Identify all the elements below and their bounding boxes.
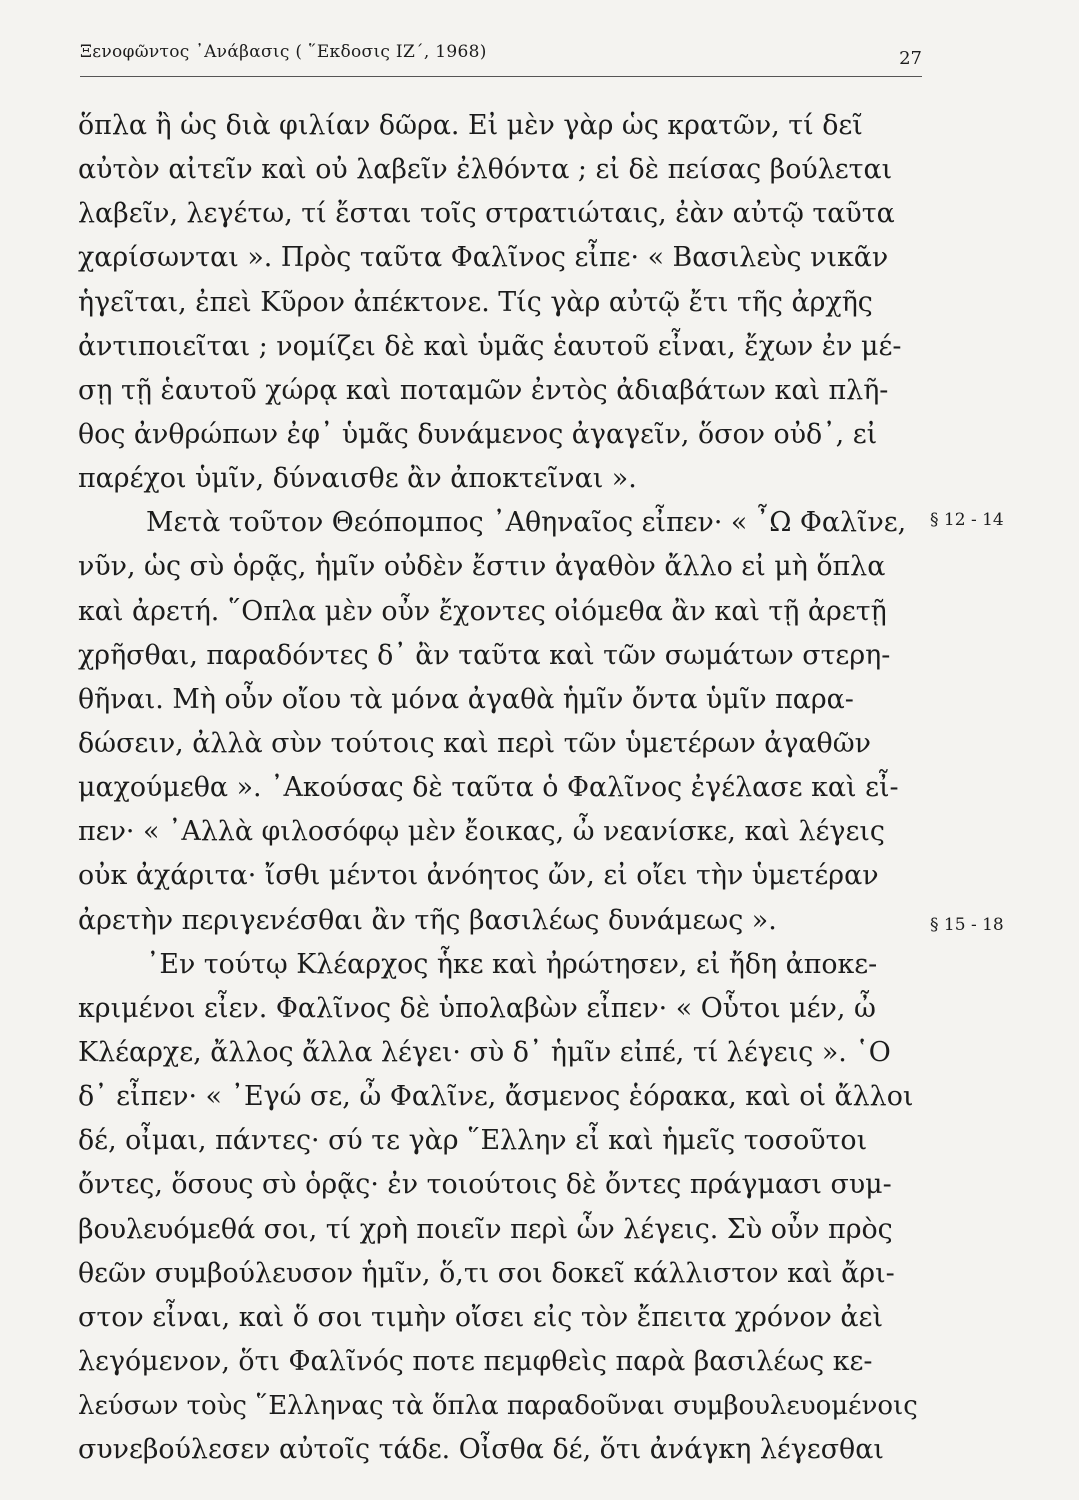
- text-line: θος ἀνθρώπων ἐφ᾿ ὑμᾶς δυνάμενος ἀγαγεῖν, ὅσον οὐδ᾿, εἰ: [78, 418, 878, 450]
- text-line: συνεβούλεσεν αὐτοῖς τάδε. Οἶσθα δέ, ὅτι ἀνάγκη λέγεσθαι: [78, 1434, 884, 1466]
- text-line: δ᾿ εἶπεν· « ᾿Εγώ σε, ὦ Φαλῖνε, ἄσμενος ἑόρακα, καὶ οἱ ἄλλοι: [78, 1081, 914, 1113]
- text-line: κριμένοι εἶεν. Φαλῖνος δὲ ὑπολαβὼν εἶπεν· « Οὗτοι μέν, ὦ: [78, 992, 876, 1024]
- running-header: [80, 40, 922, 77]
- text-line: καὶ ἀρετή. ῞Οπλα μὲν οὖν ἔχοντες οἰόμεθα ἂν καὶ τῇ ἀρετῇ: [78, 595, 887, 627]
- paragraph-start-line: Μετὰ τοῦτον Θεόπομπος ᾿Αθηναῖος εἶπεν· « ῏Ω Φαλῖνε,: [146, 507, 907, 539]
- text-line: στον εἶναι, καὶ ὅ σοι τιμὴν οἴσει εἰς τὸν ἔπειτα χρόνον ἀεὶ: [78, 1301, 884, 1333]
- header-title: Ξενοφῶντος ᾿Ανάβασις ( ῞Εκδοσις ΙΖ΄, 1968): [80, 42, 487, 62]
- text-line: σῃ τῇ ἑαυτοῦ χώρᾳ καὶ ποταμῶν ἐντὸς ἀδιαβάτων καὶ πλῆ-: [78, 374, 889, 406]
- text-line: ὄντες, ὅσους σὺ ὁρᾷς· ἐν τοιούτοις δὲ ὄντες πράγμασι συμ-: [78, 1169, 892, 1201]
- text-line: ἡγεῖται, ἐπεὶ Κῦρον ἀπέκτονε. Τίς γὰρ αὐτῷ ἔτι τῆς ἀρχῆς: [78, 286, 873, 318]
- text-line: χαρίσωνται ». Πρὸς ταῦτα Φαλῖνος εἶπε· « Βασιλεὺς νικᾶν: [78, 242, 889, 274]
- text-line: παρέχοι ὑμῖν, δύναισθε ἂν ἀποκτεῖναι ».: [78, 463, 637, 495]
- text-line: χρῆσθαι, παραδόντες δ᾿ ἂν ταῦτα καὶ τῶν σωμάτων στερη-: [78, 639, 891, 671]
- text-line: νῦν, ὡς σὺ ὁρᾷς, ἡμῖν οὐδὲν ἔστιν ἀγαθὸν ἄλλο εἰ μὴ ὅπλα: [78, 551, 886, 583]
- text-line: μαχούμεθα ». ᾿Ακούσας δὲ ταῦτα ὁ Φαλῖνος ἐγέλασε καὶ εἶ-: [78, 772, 899, 804]
- text-line: Κλέαρχε, ἄλλος ἄλλα λέγει· σὺ δ᾿ ἡμῖν εἰπέ, τί λέγεις ». ῾Ο: [78, 1036, 891, 1068]
- text-line: αὐτὸν αἰτεῖν καὶ οὐ λαβεῖν ἐλθόντα ; εἰ δὲ πείσας βούλεται: [78, 154, 893, 186]
- text-line: πεν· « ᾿Αλλὰ φιλοσόφῳ μὲν ἔοικας, ὦ νεανίσκε, καὶ λέγεις: [78, 816, 885, 848]
- margin-section-note: § 15 - 18: [930, 915, 1004, 935]
- margin-section-note: § 12 - 14: [930, 510, 1004, 530]
- text-line: ἀντιποιεῖται ; νομίζει δὲ καὶ ὑμᾶς ἑαυτοῦ εἶναι, ἔχων ἐν μέ-: [78, 330, 902, 362]
- text-line: βουλευόμεθά σοι, τί χρὴ ποιεῖν περὶ ὧν λέγεις. Σὺ οὖν πρὸς: [78, 1213, 893, 1245]
- paragraph-start-line: ᾿Εν τούτῳ Κλέαρχος ἧκε καὶ ἠρώτησεν, εἰ ἤδη ἀποκε-: [146, 948, 878, 980]
- text-line: θῆναι. Μὴ οὖν οἴου τὰ μόνα ἀγαθὰ ἡμῖν ὄντα ὑμῖν παρα-: [78, 683, 854, 715]
- text-line: δέ, οἶμαι, πάντες· σύ τε γὰρ ῞Ελλην εἶ καὶ ἡμεῖς τοσοῦτοι: [78, 1125, 868, 1157]
- text-line: ὅπλα ἢ ὡς διὰ φιλίαν δῶρα. Εἰ μὲν γὰρ ὡς κρατῶν, τί δεῖ: [78, 110, 863, 141]
- text-line: ἀρετὴν περιγενέσθαι ἂν τῆς βασιλέως δυνάμεως ».: [78, 904, 777, 936]
- body-text: [78, 104, 938, 1472]
- text-line: οὐκ ἀχάριτα· ἴσθι μέντοι ἀνόητος ὤν, εἰ οἴει τὴν ὑμετέραν: [78, 860, 879, 892]
- page-number: 27: [899, 48, 922, 69]
- text-line: λεγόμενον, ὅτι Φαλῖνός ποτε πεμφθεὶς παρὰ βασιλέως κε-: [78, 1345, 873, 1377]
- text-line: θεῶν συμβούλευσον ἡμῖν, ὅ,τι σοι δοκεῖ κάλλιστον καὶ ἄρι-: [78, 1257, 895, 1289]
- text-line: δώσειν, ἀλλὰ σὺν τούτοις καὶ περὶ τῶν ὑμετέρων ἀγαθῶν: [78, 727, 871, 759]
- text-line: λεύσων τοὺς ῞Ελληνας τὰ ὅπλα παραδοῦναι συμβουλευομένοις: [78, 1391, 918, 1422]
- text-line: λαβεῖν, λεγέτω, τί ἔσται τοῖς στρατιώταις, ἐὰν αὐτῷ ταῦτα: [78, 198, 895, 230]
